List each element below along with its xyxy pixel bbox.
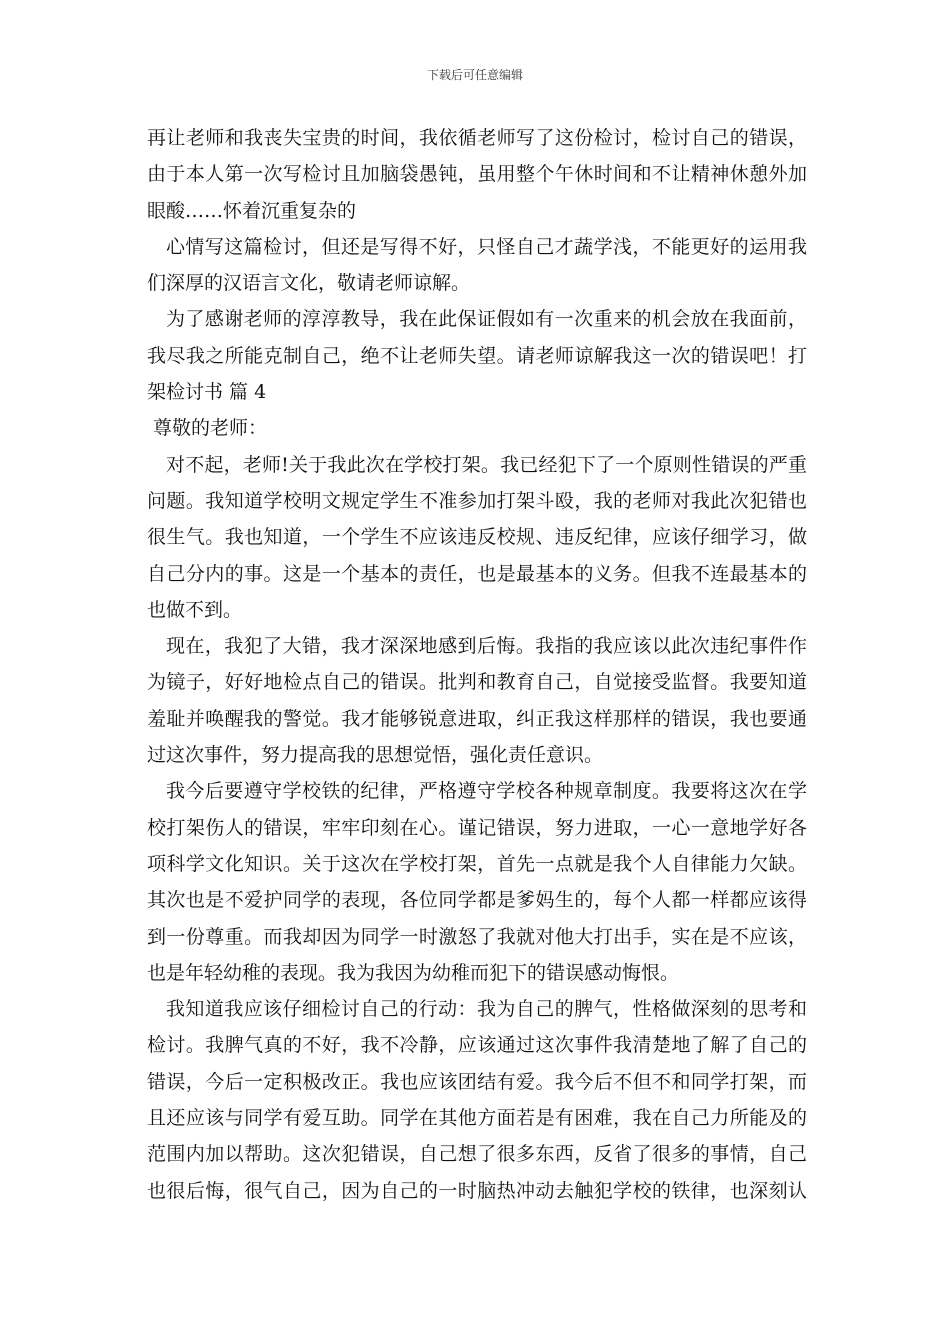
text-line: 为了感谢老师的淳淳教导，我在此保证假如有一次重来的机会放在我面前， — [166, 308, 807, 331]
text-line: 再让老师和我丧失宝贵的时间，我依循老师写了这份检讨，检讨自己的错误， — [147, 127, 807, 149]
text-line: 我尽我之所能克制自己，绝不让老师失望。请老师谅解我这一次的错误吧！打 — [147, 344, 807, 367]
text-line: 范围内加以帮助。这次犯错误，自己想了很多东西，反省了很多的事情，自己 — [147, 1143, 807, 1166]
page-header: 下载后可任意编辑 — [426, 68, 523, 82]
text-line: 过这次事件，努力提高我的思想觉悟，强化责任意识。 — [147, 744, 604, 767]
text-line: 我知道我应该仔细检讨自己的行动：我为自己的脾气，性格做深刻的思考和 — [166, 998, 807, 1021]
text-line: 为镜子，好好地检点自己的错误。批判和教育自己，自觉接受监督。我要知道 — [147, 671, 807, 694]
text-line: 到一份尊重。而我却因为同学一时激怒了我就对他大打出手，实在是不应该， — [147, 925, 807, 948]
text-line: 校打架伤人的错误，牢牢印刻在心。谨记错误，努力进取，一心一意地学好各 — [147, 816, 807, 839]
text-line: 羞耻并唤醒我的警觉。我才能够锐意进取，纠正我这样那样的错误，我也要通 — [147, 707, 807, 730]
text-line: 检讨。我脾气真的不好，我不冷静，应该通过这次事件我清楚地了解了自己的 — [147, 1034, 807, 1057]
text-line: 自己分内的事。这是一个基本的责任，也是最基本的义务。但我不连最基本的 — [147, 562, 807, 585]
text-line: 其次也是不爱护同学的表现，各位同学都是爹妈生的，每个人都一样都应该得 — [147, 889, 807, 912]
text-line: 现在，我犯了大错，我才深深地感到后悔。我指的我应该以此次违纪事件作 — [166, 635, 807, 658]
text-line: 也做不到。 — [147, 598, 243, 621]
text-line: 尊敬的老师： — [153, 417, 268, 440]
text-line: 心情写这篇检讨，但还是写得不好，只怪自己才蔬学浅，不能更好的运用我 — [166, 235, 807, 258]
text-line: 们深厚的汉语言文化，敬请老师谅解。 — [147, 272, 471, 295]
text-line: 很生气。我也知道，一个学生不应该违反校规、违反纪律，应该仔细学习，做 — [147, 526, 807, 549]
text-line: 也是年轻幼稚的表现。我为我因为幼稚而犯下的错误感动悔恨。 — [147, 961, 680, 984]
text-line: 也很后悔，很气自己，因为自己的一时脑热冲动去触犯学校的铁律，也深刻认 — [147, 1179, 807, 1202]
text-line: 架检讨书 篇 4 — [147, 381, 267, 404]
text-line: 问题。我知道学校明文规定学生不准参加打架斗殴，我的老师对我此次犯错也 — [147, 489, 807, 512]
document-body — [147, 120, 807, 1209]
text-line: 对不起，老师!关于我此次在学校打架。我已经犯下了一个原则性错误的严重 — [166, 453, 807, 476]
text-line: 眼酸……怀着沉重复杂的 — [147, 199, 357, 222]
text-line: 错误，今后一定积极改正。我也应该团结有爱。我今后不但不和同学打架，而 — [147, 1070, 807, 1093]
text-line: 项科学文化知识。关于这次在学校打架，首先一点就是我个人自律能力欠缺。 — [147, 852, 807, 875]
text-line: 且还应该与同学有爱互助。同学在其他方面若是有困难，我在自己力所能及的 — [147, 1107, 807, 1130]
text-line: 由于本人第一次写检讨且加脑袋愚钝，虽用整个午休时间和不让精神休憩外加 — [147, 163, 807, 186]
text-line: 我今后要遵守学校铁的纪律，严格遵守学校各种规章制度。我要将这次在学 — [166, 780, 807, 803]
